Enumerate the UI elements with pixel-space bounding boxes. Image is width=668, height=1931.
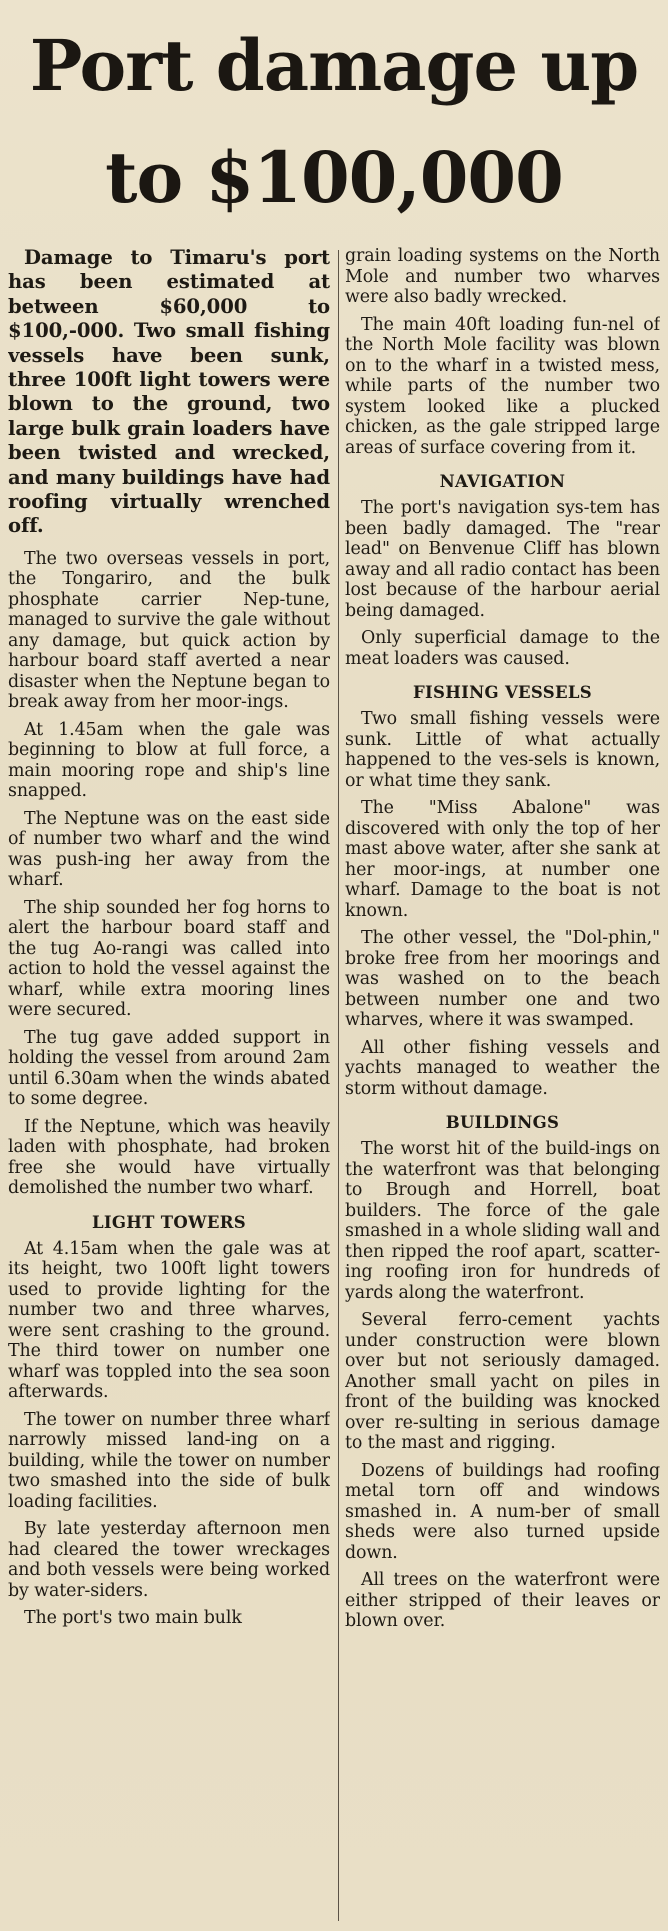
paragraph: The Neptune was on the east side of number two wharf and the wind was push-ing her away from the wharf.: [8, 808, 330, 891]
section-heading-navigation: NAVIGATION: [439, 472, 566, 491]
paragraph: At 4.15am when the gale was at its height, two 100ft light towers used to provide lighting for the number two and three wharves, were sent crashing to the ground. The third tower on number one wharf was toppled into the sea soon afterwards.: [8, 1238, 330, 1403]
paragraph: Several ferro-cement yachts under construction were blown over but not seriously damaged. Another small yacht on piles in front of the building was knocked over re-sulting in serious damage to the mast and rigging.: [345, 1310, 660, 1453]
paragraph: The port's two main bulk: [24, 1608, 242, 1629]
headline-line-2: to $100,000: [105, 136, 563, 219]
right-column: [345, 246, 660, 1931]
headline: [6, 0, 662, 226]
paragraph: All trees on the waterfront were either stripped of their leaves or blown over.: [345, 1570, 660, 1631]
paragraph: The tower on number three wharf narrowly missed land-ing on a building, while the tower on number two smashed into the side of bulk loading facilities.: [8, 1409, 330, 1512]
paragraph: The two overseas vessels in port, the Tongariro, and the bulk phosphate carrier Nep-tune, managed to survive the gale without any damage, but quick action by harbour board staff averted a near disaster when the Neptune began to break away from her moor-ings.: [8, 548, 330, 713]
section-heading-fishing-vessels: FISHING VESSELS: [412, 683, 592, 702]
paragraph: The main 40ft loading fun-nel of the North Mole facility was blown on to the wharf in a twisted mess, while parts of the number two system looked like a plucked chicken, as the gale stripped large areas of surface covering from it.: [345, 314, 660, 458]
paragraph: If the Neptune, which was heavily laden with phosphate, had broken free she would have virtually demolished the number two wharf.: [8, 1116, 330, 1199]
paragraph: grain loading systems on the North Mole and number two wharves were also badly wrecked.: [345, 246, 660, 307]
paragraph: By late yesterday afternoon men had cleared the tower wreckages and both vessels were being worked by water-siders.: [8, 1519, 330, 1601]
lead-paragraph: Damage to Timaru's port has been estimated at between $60,000 to $100,-000. Two small fishing vessels have been sunk, three 100ft light towers were blown to the ground, two large bulk grain loaders have been twisted and wrecked, and many buildings have had roofing virtually wrenched off.: [8, 246, 330, 538]
paragraph: The tug gave added support in holding the vessel from around 2am until 6.30am when the winds abated to some degree.: [8, 1027, 330, 1110]
paragraph: The "Miss Abalone" was discovered with only the top of her mast above water, after she sank at her moor-ings, at number one wharf. Damage to the boat is not known.: [345, 798, 660, 921]
paragraph: The worst hit of the build-ings on the waterfront was that belonging to Brough and Horrell, boat builders. The force of the gale smashed in a whole sliding wall and then ripped the roof apart, scatter-ing roofing iron for hundreds of yards along the waterfront.: [345, 1139, 660, 1303]
paragraph: The other vessel, the "Dol-phin," broke free from her moorings and was washed on to the beach between number one and two wharves, where it was swamped.: [345, 928, 660, 1030]
paragraph: Only superficial damage to the meat loaders was caused.: [345, 628, 660, 669]
paragraph: Dozens of buildings had roofing metal torn off and windows smashed in. A num-ber of small sheds were also turned upside down.: [345, 1460, 660, 1563]
paragraph: The port's navigation sys-tem has been badly damaged. The "rear lead" on Benvenue Cliff has blown away and all radio contact has been lost because of the harbour aerial being damaged.: [345, 498, 660, 621]
paragraph: Two small fishing vessels were sunk. Little of what actually happened to the ves-sels is known, or what time they sank.: [345, 709, 660, 791]
section-heading-light-towers: LIGHT TOWERS: [91, 1212, 246, 1232]
left-column: [8, 246, 330, 1931]
section-heading-buildings: BUILDINGS: [445, 1113, 560, 1132]
article-body: [8, 246, 660, 1931]
paragraph: All other fishing vessels and yachts managed to weather the storm without damage.: [345, 1037, 660, 1099]
paragraph: The ship sounded her fog horns to alert the harbour board staff and the tug Ao-rangi was called into action to hold the vessel against the wharf, while extra mooring lines were secured.: [8, 897, 330, 1021]
paragraph: At 1.45am when the gale was beginning to blow at full force, a main mooring rope and ship's line snapped.: [8, 719, 330, 802]
headline-line-1: Port damage up: [29, 24, 639, 107]
column-divider: [338, 250, 339, 1921]
